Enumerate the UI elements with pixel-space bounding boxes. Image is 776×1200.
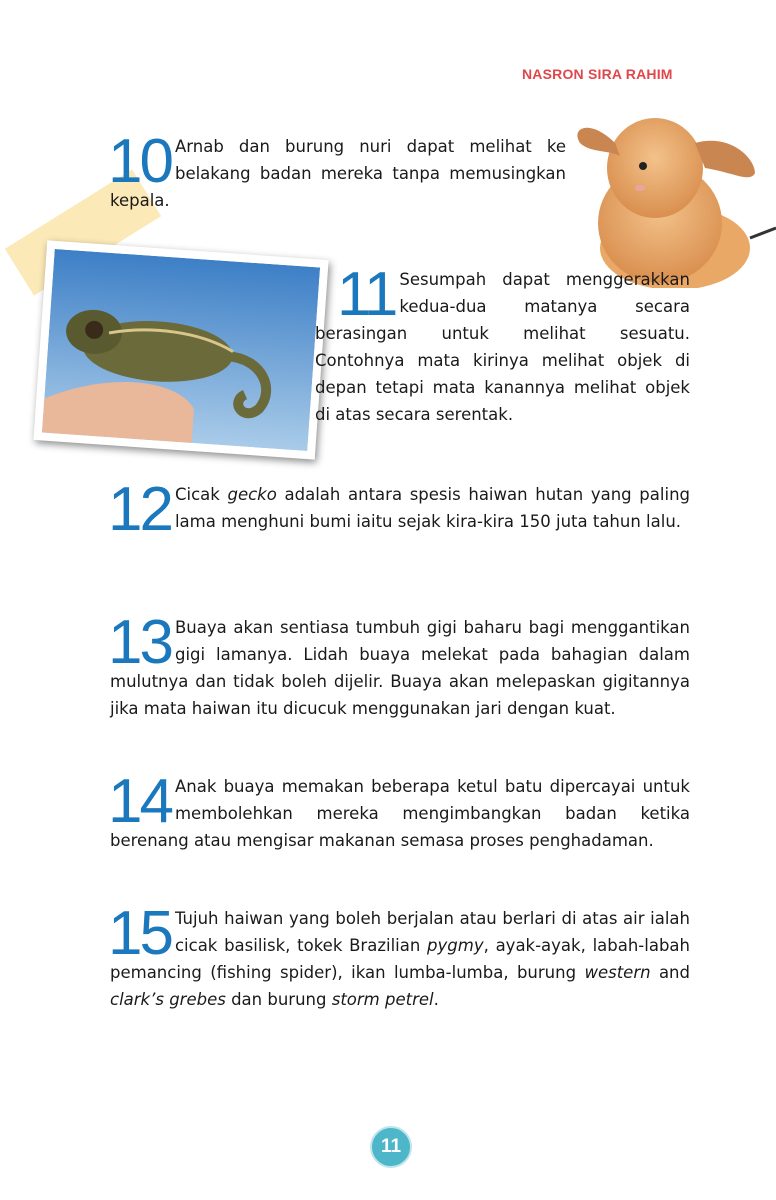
fact-text: dan burung bbox=[225, 990, 332, 1009]
fact-text-italic: gecko bbox=[227, 485, 277, 504]
fact-number: 10 bbox=[108, 127, 171, 196]
fact-text-italic: clark’s grebes bbox=[110, 990, 226, 1009]
fact-number: 15 bbox=[108, 899, 171, 968]
fact-text: , ayak-ayak, labah-labah pemancing (fishing spider), ikan lumba-lumba, burung bbox=[110, 936, 690, 982]
author-name: NASRON SIRA RAHIM bbox=[522, 66, 673, 82]
fact-number: 12 bbox=[108, 475, 171, 544]
fact-text: Sesumpah dapat menggerakkan kedua-dua matanya secara berasingan untuk melihat sesuatu. Contohnya mata kirinya melihat objek di depan tetapi mata kanannya melihat objek di atas secara serentak. bbox=[315, 270, 690, 424]
fact-11 bbox=[315, 260, 690, 428]
fact-number: 11 bbox=[337, 260, 396, 329]
fact-number: 14 bbox=[108, 767, 171, 836]
fact-text: . bbox=[433, 990, 439, 1009]
fact-text: Anak buaya memakan beberapa ketul batu dipercayai untuk membolehkan mereka mengimbangkan badan ketika berenang atau mengisar makanan semasa proses penghadaman. bbox=[110, 777, 690, 850]
fact-text-italic: pygmy bbox=[427, 936, 484, 955]
fact-15 bbox=[108, 899, 690, 1013]
fact-text-italic: western bbox=[584, 963, 651, 982]
fact-text: adalah antara spesis haiwan hutan yang paling lama menghuni bumi iaitu sejak kira-kira 150 juta tahun lalu. bbox=[174, 485, 690, 531]
chameleon-photo bbox=[33, 240, 328, 459]
fact-text: and bbox=[650, 963, 690, 982]
fact-text: Cicak bbox=[174, 485, 228, 504]
fact-14 bbox=[108, 767, 690, 854]
fact-text: Tujuh haiwan yang boleh berjalan atau berlari di atas air ialah cicak basilisk, tokek Brazilian bbox=[174, 909, 690, 955]
rabbit-image bbox=[560, 88, 776, 288]
fact-text: Buaya akan sentiasa tumbuh gigi baharu bagi menggantikan gigi lamanya. Lidah buaya melekat pada bahagian dalam mulutnya dan tidak boleh dijelir. Buaya akan melepaskan gigitannya jika mata haiwan itu dicucuk menggunakan jari dengan kuat. bbox=[110, 618, 690, 718]
page-number-badge: 11 bbox=[370, 1126, 412, 1168]
fact-text: Arnab dan burung nuri dapat melihat ke belakang badan mereka tanpa memusingkan kepala. bbox=[110, 137, 566, 210]
fact-12 bbox=[108, 475, 690, 544]
fact-10 bbox=[108, 127, 566, 214]
fact-13 bbox=[108, 608, 690, 722]
fact-number: 13 bbox=[108, 608, 171, 677]
fact-text-italic: storm petrel bbox=[331, 990, 434, 1009]
